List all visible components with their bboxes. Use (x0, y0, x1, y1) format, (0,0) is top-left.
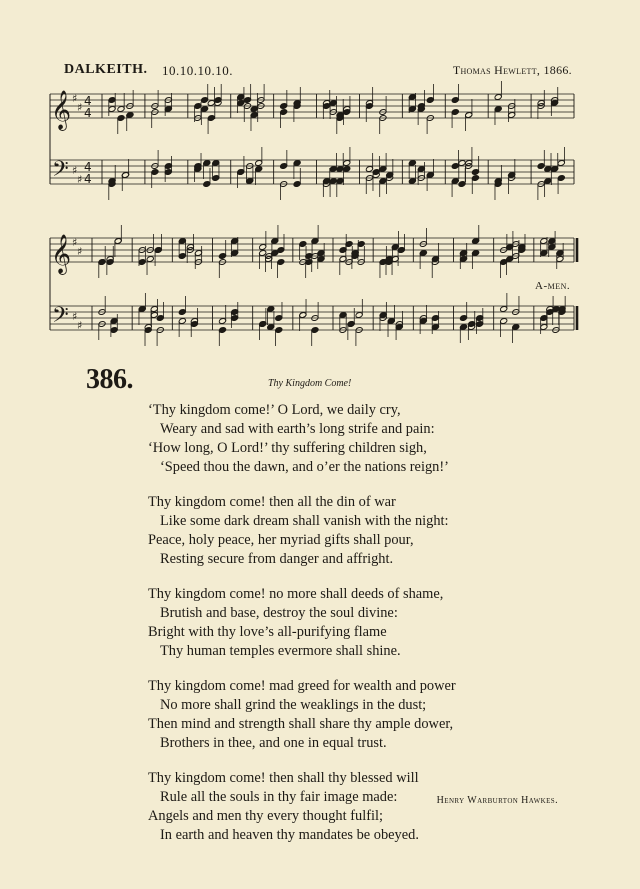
verse-line: Thy human temples evermore shall shine. (160, 643, 401, 659)
verse-line: Thy kingdom come! mad greed for wealth and power (148, 678, 456, 694)
hymn-text (148, 401, 568, 861)
key-sharp: ♯ (72, 236, 78, 249)
verse-line: Thy kingdom come! then all the din of war (148, 494, 396, 510)
verse-line: ‘How long, O Lord!’ thy suffering children sigh, (148, 440, 427, 456)
key-sharp: ♯ (77, 319, 83, 332)
tune-meter: 10.10.10.10. (162, 63, 233, 78)
verse-line: Thy kingdom come! then shall thy blessed will (148, 770, 419, 786)
verse-line: Brutish and base, destroy the soul divine: (160, 605, 398, 621)
treble-clef: 𝄞 (51, 90, 72, 130)
time-signature: 4 (84, 160, 92, 174)
tune-name: DALKEITH. (64, 62, 148, 77)
verse-line: Thy kingdom come! no more shall deeds of shame, (148, 586, 444, 602)
key-sharp: ♯ (72, 310, 78, 323)
verse-line: Resting secure from danger and affright. (160, 551, 394, 567)
hymn-title: Thy Kingdom Come! (268, 378, 352, 389)
verse-line: Like some dark dream shall vanish with the night: (160, 513, 449, 529)
bass-clef: 𝄢 (52, 157, 69, 187)
key-sharp: ♯ (72, 164, 78, 177)
amen-label: A-men. (535, 280, 571, 292)
stanza-3 (148, 585, 568, 661)
tune-composer: Thomas Hewlett, 1866. (452, 63, 572, 77)
music-score (0, 0, 640, 360)
key-sharp: ♯ (72, 92, 78, 105)
verse-line: Peace, holy peace, her myriad gifts shall pour, (148, 532, 414, 548)
verse-line: ‘Thy kingdom come!’ O Lord, we daily cry, (148, 402, 401, 418)
stanza-1 (148, 401, 568, 477)
hymn-author: Henry Warburton Hawkes. (436, 795, 558, 806)
bass-clef: 𝄢 (52, 303, 69, 333)
hymn-number: 386. (86, 364, 133, 395)
verse-line: Angels and men thy every thought fulfil; (148, 808, 384, 824)
verse-line: Weary and sad with earth’s long strife and pain: (160, 421, 435, 437)
time-signature: 4 (84, 94, 92, 108)
verse-line: Then mind and strength shall share thy ample dower, (148, 716, 454, 732)
treble-clef: 𝄞 (51, 234, 72, 274)
key-sharp: ♯ (77, 101, 83, 114)
verse-line: Brothers in thee, and one in equal trust. (160, 735, 387, 751)
time-signature: 4 (84, 106, 92, 120)
key-sharp: ♯ (77, 173, 83, 186)
time-signature: 4 (84, 172, 92, 186)
stanza-2 (148, 493, 568, 569)
verse-line: Rule all the souls in thy fair image made: (160, 789, 398, 805)
verse-line: Bright with thy love’s all-purifying flame (148, 624, 387, 640)
key-sharp: ♯ (77, 245, 83, 258)
verse-line: No more shall grind the weaklings in the dust; (160, 697, 427, 713)
verse-line: In earth and heaven thy mandates be obeyed. (160, 827, 419, 843)
verse-line: ‘Speed thou the dawn, and o’er the nations reign!’ (160, 459, 449, 475)
stanza-5 (148, 769, 568, 845)
stanza-4 (148, 677, 568, 753)
